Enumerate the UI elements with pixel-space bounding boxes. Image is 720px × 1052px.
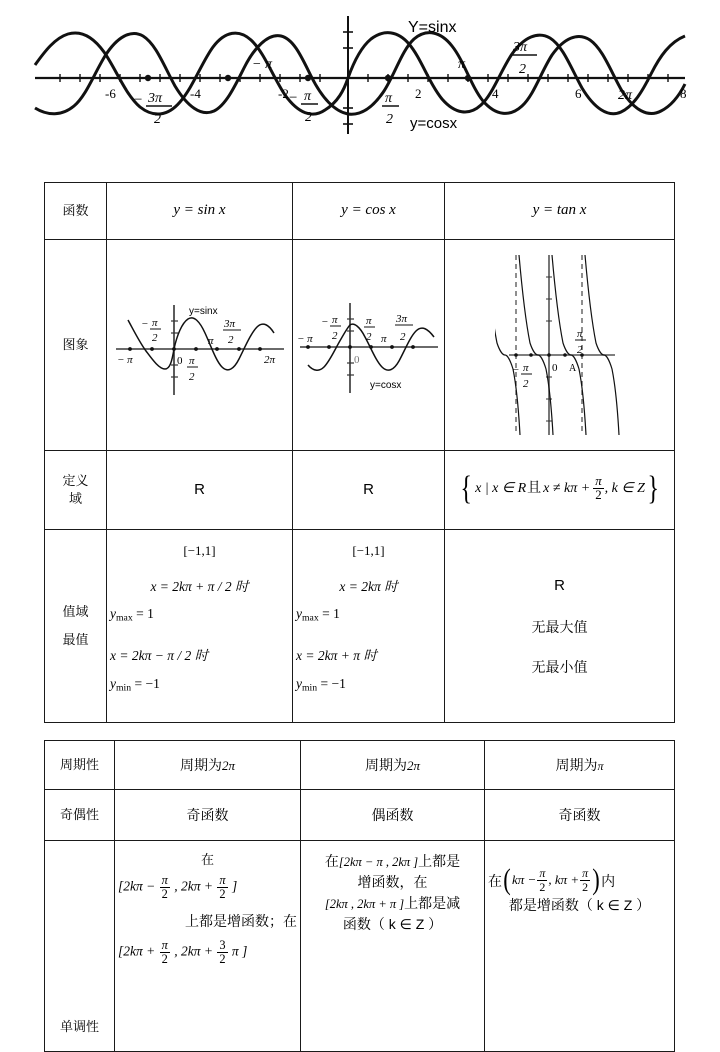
cell-tan-domain: { x | x ∈ R 且 x ≠ kπ + $\frac{\pi}{2}$ , k ∈ Z } [445,451,675,530]
svg-text:2: 2 [305,110,312,125]
cell-tan-monotonicity [485,841,675,1052]
svg-text:π: π [304,89,312,104]
svg-text:π: π [332,314,338,326]
table-row-function-header [45,183,675,240]
svg-text:3π: 3π [148,91,163,106]
annotation-neg-pi [252,57,273,72]
svg-text:π: π [385,91,393,106]
annotation-neg-three-pi-over-two [133,91,172,127]
svg-text:−: − [321,316,329,328]
svg-text:2: 2 [522,378,528,390]
cos-min-value: $y_{min} = -1$ [296,675,346,694]
row-label-function: 函数 [45,183,107,240]
sin-mono-zai: 在 [200,852,214,867]
combined-sin-cos-graph [30,6,690,146]
svg-text:π: π [151,317,158,329]
svg-text:2: 2 [227,334,233,346]
svg-text:π: π [458,57,466,72]
sin-mini-caption: y=sinx [188,306,218,317]
svg-text:3π: 3π [223,318,235,330]
table-row-parity [45,790,675,841]
combined-graph-svg [30,6,690,146]
svg-text:π: π [188,355,195,367]
svg-text:π: π [207,335,214,347]
cell-tan-period: 周期为π [485,741,675,790]
svg-text:−: − [288,90,299,106]
table-row-graphs [45,240,675,451]
cell-tan-graph [445,240,675,451]
cell-sin-monotonicity [115,841,301,1052]
row-label-domain: 定义 域 [45,451,107,530]
table-row-domain [45,451,675,530]
svg-text:−: − [511,364,519,376]
svg-text:2: 2 [400,331,406,343]
svg-text:3π: 3π [513,40,528,55]
svg-text:− π: − π [297,333,313,345]
header-cos: y = cos x [293,183,445,240]
tan-mini-graph [495,247,625,443]
tick-label-2: 2 [415,86,422,101]
tan-frac-1: $\frac{\pi}{2}$ [539,866,546,894]
sin-mono-interval-1: [2kπ − $\frac{\pi}{2}$ , 2kπ + $\frac{\pi}{2}$ ] [118,872,238,901]
cell-cos-range [293,530,445,723]
tick-label--4: -4 [190,86,201,101]
header-sin: y = sin x [107,183,293,240]
svg-text:0: 0 [551,362,557,374]
tan-no-min: 无最小值 [531,658,588,675]
cos-mono-line-4: 函数（ k ∈ Z ） [342,915,443,932]
right-paren: ) [592,863,600,897]
row-label-monotonicity: 单调性 [45,841,115,1052]
svg-text:A: A [568,363,576,374]
table-row-period [45,741,675,790]
annotation-pi-over-two [382,91,399,127]
svg-text:2π: 2π [263,354,275,366]
cell-sin-range [107,530,293,723]
sin-min-condition: x = 2kπ − π / 2 时 [110,648,209,664]
sin-mini-graph [112,287,288,403]
cell-cos-period: 周期为2π [301,741,485,790]
tick-label-6: 6 [575,86,582,101]
tan-mono-line-2: 都是增函数（ k ∈ Z ） [508,897,651,914]
svg-text:2: 2 [386,112,393,127]
sin-interval2-frac-2: $\frac{3}{2}$ [219,938,226,967]
left-brace: { [460,470,472,508]
sin-range-value: [−1,1] [183,543,216,558]
tick-label--2: -2 [278,86,289,101]
cell-tan-range [445,530,675,723]
tan-mono-line-1: 在 ( kπ − $\frac{\pi}{2}$ , kπ + $\frac{\pi}{2}$ ) 内 [488,863,616,897]
sin-max-value: $y_{max} = 1$ [110,606,154,625]
sin-curve-label: Y=sinx [408,19,457,36]
tick-label-4: 4 [492,86,499,101]
sin-mono-interval-2: [2kπ + $\frac{\pi}{2}$ , 2kπ + $\frac{3}{2}$ π ] [118,938,248,967]
svg-text:0: 0 [176,355,182,367]
cell-cos-parity: 偶函数 [301,790,485,841]
sin-interval1-frac-1: $\frac{\pi}{2}$ [161,872,168,901]
left-paren: ( [503,863,511,897]
trig-properties-table-2 [44,740,675,1052]
table-row-range [45,530,675,723]
annotation-three-pi-over-two [511,40,537,77]
row-label-period: 周期性 [45,741,115,790]
tan-frac-2: $\frac{\pi}{2}$ [582,866,589,894]
svg-text:2: 2 [576,344,582,356]
svg-text:2: 2 [188,371,194,383]
svg-text:π: π [522,362,529,374]
sin-curve-small [128,318,274,370]
svg-text:2: 2 [154,112,161,127]
cos-range-value: [−1,1] [352,543,385,558]
cell-sin-graph [107,240,293,451]
cos-max-value: $y_{max} = 1$ [296,606,340,625]
row-label-graph: 图象 [45,240,107,451]
sin-max-condition: x = 2kπ + π / 2 时 [150,578,249,594]
cell-sin-parity: 奇函数 [115,790,301,841]
svg-text:− π: − π [252,57,272,72]
cos-mini-caption: y=cosx [370,380,402,391]
tan-range-value: R [554,576,565,594]
sin-tick-labels [117,306,276,383]
sin-min-value: $y_{min} = -1$ [110,675,160,694]
cos-curve-label: y=cosx [410,115,458,132]
row-label-range: 值域 最值 [45,530,107,723]
svg-text:π: π [576,328,583,340]
cos-min-condition: x = 2kπ + π 时 [296,648,377,664]
tick-label--6: -6 [105,86,116,101]
svg-text:2: 2 [366,331,372,343]
svg-text:3π: 3π [396,313,408,325]
svg-text:0: 0 [354,354,360,366]
trig-properties-table-1 [44,182,675,723]
pi-over-two-fraction: $\frac{\pi}{2}$ [595,473,602,503]
svg-text:2: 2 [151,332,157,344]
cos-mini-graph [296,287,442,403]
row-label-parity: 奇偶性 [45,790,115,841]
svg-text:−: − [133,92,144,108]
svg-text:2π: 2π [618,88,633,103]
svg-text:π: π [381,333,387,345]
sin-interval2-frac-1: $\frac{\pi}{2}$ [161,938,168,967]
sin-mono-middle-text: 上都是增函数；在 [185,912,297,929]
cell-sin-domain: R [107,451,293,530]
tick-label-8: 8 [680,86,687,101]
svg-text:π: π [366,315,372,327]
annotation-two-pi [618,88,633,103]
cell-tan-parity: 奇函数 [485,790,675,841]
annotation-neg-pi-over-two [288,89,318,125]
cell-cos-monotonicity [301,841,485,1052]
tan-no-max: 无最大值 [531,618,588,635]
cell-cos-graph [293,240,445,451]
svg-text:−: − [140,318,148,330]
svg-text:2: 2 [519,62,526,77]
annotation-pi [458,57,466,72]
svg-text:− π: − π [116,354,133,366]
right-brace: } [647,470,659,508]
header-tan: y = tan x [445,183,675,240]
table-row-monotonicity [45,841,675,1052]
tan-branches [495,255,619,435]
cos-mono-line-3: [2kπ , 2kπ + π ]上都是减 [324,894,461,911]
cell-sin-period: 周期为2π [115,741,301,790]
svg-text:2: 2 [332,330,338,342]
cos-mono-line-1: 在[2kπ − π , 2kπ ]上都是 [324,853,461,869]
cos-mono-line-2: 增函数，在 [357,873,428,890]
sin-interval1-frac-2: $\frac{\pi}{2}$ [219,872,226,901]
cell-cos-domain: R [293,451,445,530]
cos-max-condition: x = 2kπ 时 [339,578,398,594]
